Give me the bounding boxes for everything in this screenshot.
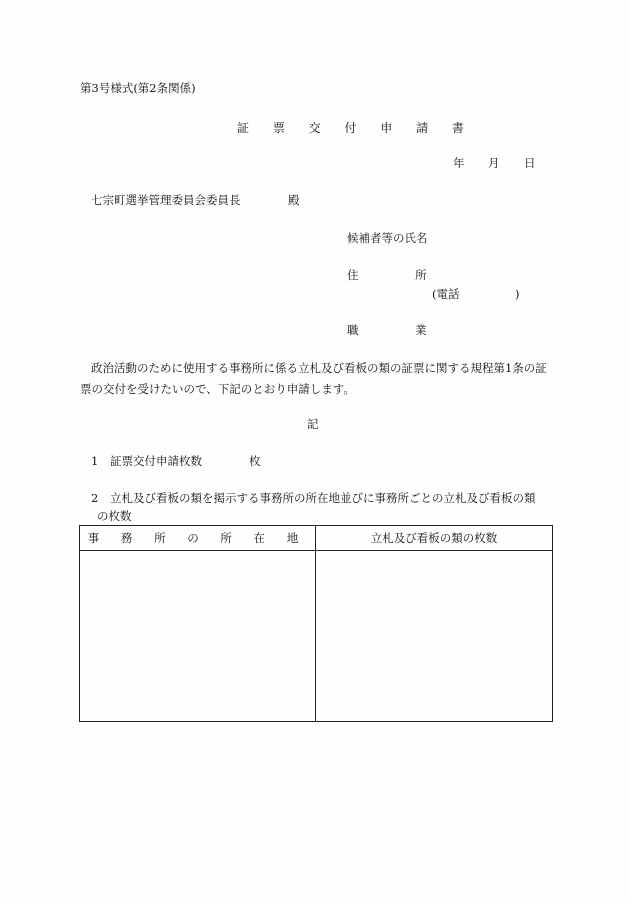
date-month-label: 月 xyxy=(488,156,500,170)
cell-office-location[interactable] xyxy=(80,551,316,722)
body-paragraph: 政治活動のために使用する事務所に係る立札及び看板の類の証票に関する規程第1条の証票の交付を受けたいので、下記のとおり申請します。 xyxy=(80,361,547,396)
item1-unit: 枚 xyxy=(249,454,261,468)
office-table xyxy=(79,525,553,722)
item1-label: 証票交付申請枚数 xyxy=(110,454,202,468)
item2-text-line1: 立札及び看板の類を掲示する事務所の所在地並びに事務所ごとの立札及び看板の類 xyxy=(110,491,536,505)
date-year-label: 年 xyxy=(453,156,465,170)
table-row xyxy=(80,551,553,722)
cell-sign-count[interactable] xyxy=(316,551,553,722)
item2-text-line2: の枚数 xyxy=(97,509,132,523)
date-day-label: 日 xyxy=(524,156,536,170)
phone-close-label: ) xyxy=(515,287,520,301)
header-sign-count: 立札及び看板の類の枚数 xyxy=(316,526,553,551)
applicant-name-label: 候補者等の氏名 xyxy=(347,231,428,245)
addressee-name: 七宗町選挙管理委員会委員長 xyxy=(91,193,241,207)
page-title: 証 票 交 付 申 請 書 xyxy=(237,121,474,135)
item2-number: 2 xyxy=(91,491,99,505)
applicant-occupation-label: 職 業 xyxy=(347,323,427,337)
form-number-label: 第3号様式(第2条関係) xyxy=(80,81,196,95)
ki-heading: 記 xyxy=(307,417,319,431)
table-header-row xyxy=(80,526,553,551)
applicant-address-label: 住 所 xyxy=(347,268,427,282)
addressee-honorific: 殿 xyxy=(288,193,300,207)
header-office-location: 事 務 所 の 所 在 地 xyxy=(80,526,316,551)
item1-number: 1 xyxy=(91,454,99,468)
phone-open-label: (電話 xyxy=(432,287,460,301)
